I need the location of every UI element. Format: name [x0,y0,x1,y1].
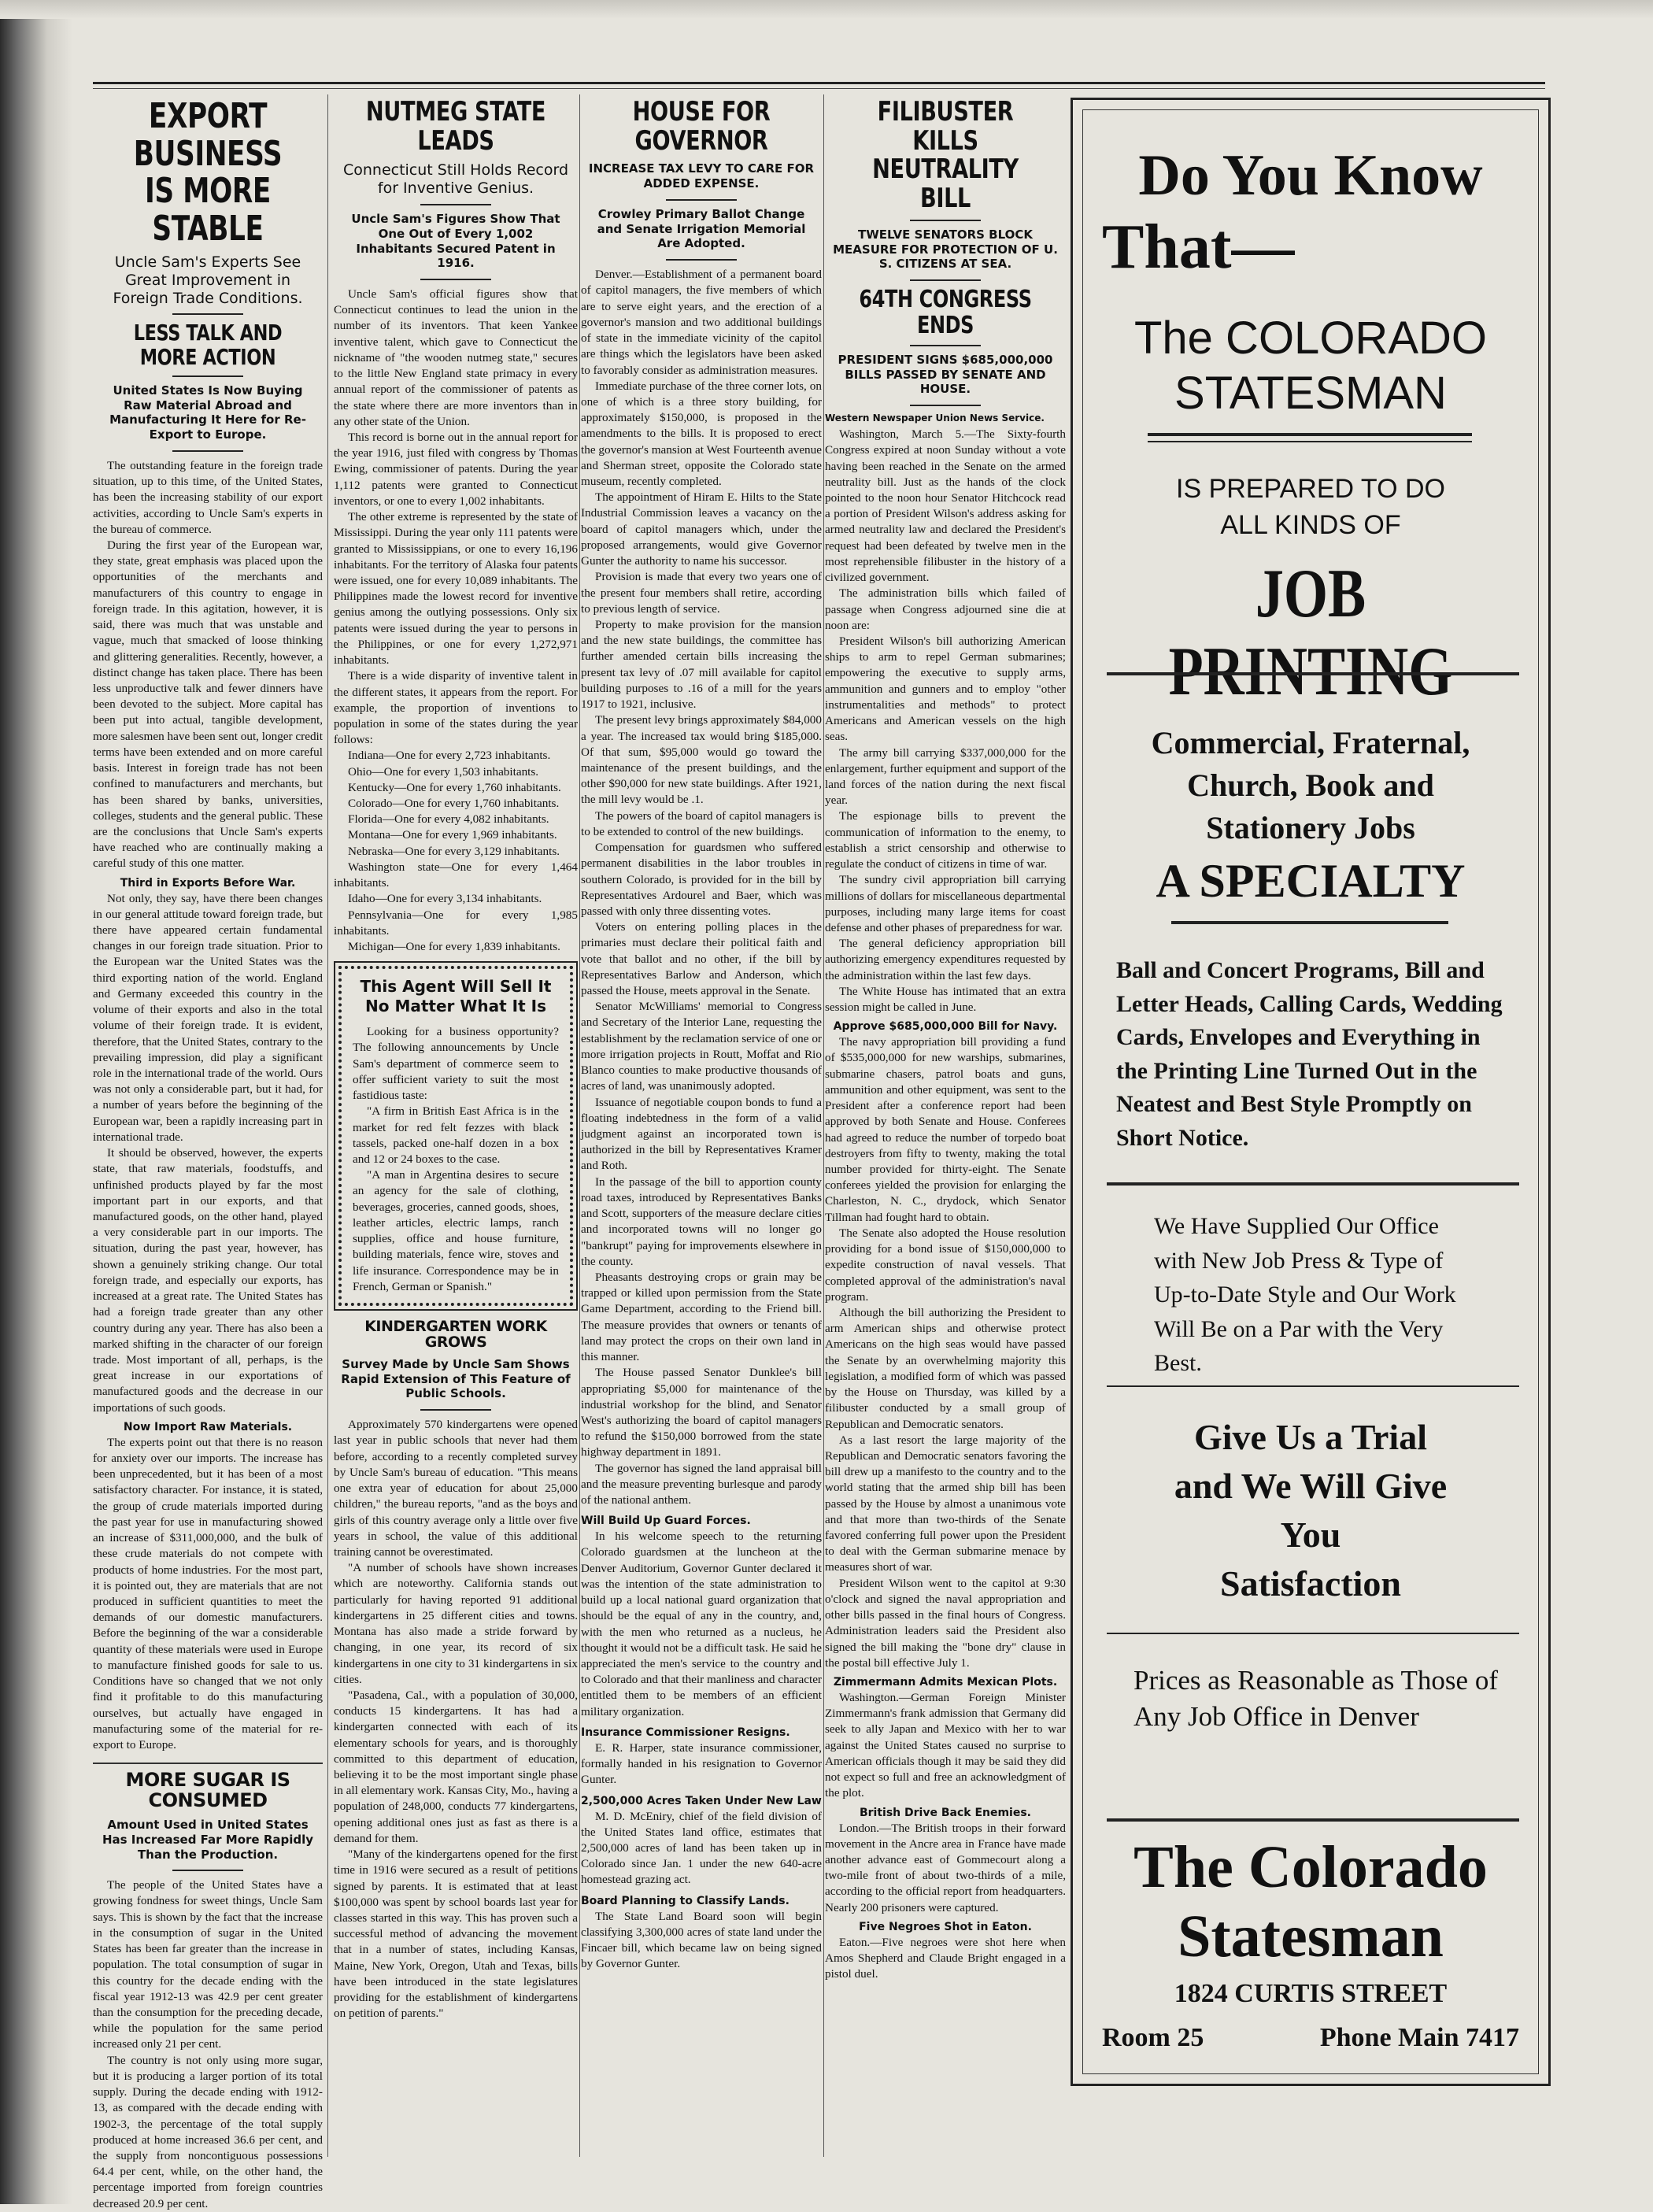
ad-phone: Phone Main 7417 [1319,2023,1519,2052]
article-paragraph: The House passed Senator Dunklee's bill appropriating $5,000 for maintenance of the industrial workshop for the blind, and Senator West's authorizing the board of capitol managers to refund the $150,000 borrowed from the state highway department in 1891. [581,1366,822,1459]
ad-church-book: Church, Book and [1187,768,1434,803]
headline-filibuster: FILIBUSTER KILLS NEUTRALITY BILL [872,96,1019,215]
article-paragraph: The Senate also adopted the House resolution providing for a bond issue of $150,000,000 to expedite construction of naval vessels. That completed approval of the administration's naval program. [825,1226,1066,1304]
deck-twelve-senators: TWELVE SENATORS BLOCK MEASURE FOR PROTECTION OF U. S. CITIZENS AT SEA. [833,227,1058,272]
ad-that: That— [1102,213,1295,282]
article-paragraph: In the passage of the bill to apportion county road taxes, introduced by Representatives Banks and Scott, supporters of the measure declare cities and incorporated towns will no longer go "bankrupt" paying for improvements elsewhere in the county. [581,1174,822,1268]
deck-crowley-primary: Crowley Primary Ballot Change and Senate Irrigation Memorial Are Adopted. [597,206,806,251]
ad-rule [1148,441,1472,442]
article-paragraph: Approximately 570 kindergartens were opened last year in public schools that never had them before, according to a recently completed survey by Uncle Sam's bureau of education. "This means one extra year of education for about 25,000 children," the bureau reports, "and as the boys and girls of this country average only a little over five years in school, the value of this additional training cannot be overestimated. [334,1418,578,1559]
ad-inner-border [1082,109,1539,2074]
article-paragraph: Voters on entering polling places in the primaries must declare their political faith and vote that ballot and no other, if the bill by Representatives Barlow and Anderson, which passed the House, meets approval in the Senate. [581,920,822,998]
divider [172,313,243,315]
headline-less-talk: LESS TALK AND MORE ACTION [133,320,283,370]
article-paragraph: "Pasadena, Cal., with a population of 30,000, conducts 15 kindergartens. It has had a kindergarten connected with each of its elementary schools for years, and is thoroughly committed to this department of education, believing it to be the most important single phase in all elementary work. Kansas City, Mo., having a population of 248,000, conducts 77 kindergartens, opening additional ones just as fast as there is a demand for them. [334,1688,578,1845]
ad-do-you-know: Do You Know [1138,143,1483,208]
article-paragraph: In his welcome speech to the returning Colorado guardsmen at the luncheon at the Denver Auditorium, Governor Gunter declared it was the intention of the state administration to build up a local national guard organization that should be the equal of any in the country, and, with the men who returned as a nucleus, he thought it would not be a difficult task. He said he appreciated the men's service to the country and to Colorado and that their manliness and character entitled them to be members of an efficient military organization. [581,1530,822,1718]
article-paragraph: London.—The British troops in their forward movement in the Ancre area in France have made another advance east of Gommecourt along a two-mile front of about two-thirds of a mile, according to the official report from headquarters. Nearly 200 prisoners were captured. [825,1821,1066,1914]
headline-nutmeg-state: NUTMEG STATE LEADS [365,96,546,157]
article-paragraph: During the first year of the European war, they state, great emphasis was placed upon the opportunities of the merchants and manufacturers of this country to engage in foreign trade. In this agitation, however, it is said, there was much that was unstable and vague, much that smacked of loose thinking and glittering generalities. Recently, however, a distinct change has taken place. There has been less unproductive talk and fewer dinners have been devoted to the subject. More capital has been put into actual, tangible development, more salesmen have been sent out, longer credit terms have been extended and on more careful basis. Interest in foreign trade has not been confined to manufacturers and merchants, but has been shared by banks, universities, colleges, students and the general public. These are the conclusions that Uncle Sam's experts have reached who are continually making a careful study of this one matter. [93,538,323,871]
ad-name-statesman: Statesman [1178,1903,1444,1970]
article-paragraph: The outstanding feature in the foreign trade situation, up to this time, of the United States, has been the increasing stability of our export activities, according to Uncle Sam's experts in the bureau of commerce. [93,458,323,536]
article-paragraph: Senator McWilliams' memorial to Congress and Secretary of the Interior Lane, requesting the establishment by the reclamation service of one or more irrigation projects in Routt, Moffat and Rio Blanco counties to make productive thousands of acres of land, was unanimously adopted. [581,1000,822,1093]
divider [666,199,737,201]
article-paragraph: The sundry civil appropriation bill carrying millions of dollars for miscellaneous departmental purposes, including many large items for coast defense and other phases of preparedness for war. [825,873,1066,934]
ad-commercial: Commercial, Fraternal, [1151,725,1470,760]
ad-rule [1107,1182,1519,1186]
subhead-acres-taken: 2,500,000 Acres Taken Under New Law [581,1794,822,1807]
patent-stat: Michigan—One for every 1,839 inhabitants. [348,940,560,953]
column-house-for-governor [581,94,822,2173]
subhead-navy-bill: Approve $685,000,000 Bill for Navy. [833,1020,1058,1034]
divider [172,1870,243,1871]
headline-more-sugar: MORE SUGAR IS CONSUMED [125,1769,290,1812]
article-paragraph: Uncle Sam's official figures show that Connecticut continues to lead the union in the number of its inventors. That keen Yankee inventive talent, which gave to Connecticut the nickname of "the wooden nutmeg state," secures to the little New England state primacy in every annual report of the commissioner of patents as the state where there are more inventors than in any other state of the Union. [334,287,578,428]
divider [910,345,981,346]
article-paragraph: This record is borne out in the annual report for the year 1916, just filed with congress by Thomas Ewing, commissioner of patents. During the year 1,112 patents were granted to Connecticut inventors, or one to every 1,002 inhabitants. [334,431,578,508]
deck-raw-material: United States Is Now Buying Raw Material Abroad and Manufacturing It Here for Re-Export to Europe. [109,383,306,442]
article-paragraph: Immediate purchase of the three corner lots, on one of which is a three story building, for approximately $150,000, is proposed in the amendments to the bills. It is proposed to erect the governor's mansion at West Fourteenth avenue and Sherman street, opposite the Colorado state museum, recently completed. [581,379,822,489]
masthead-rule-thin [93,88,1545,89]
ad-new-job-press: We Have Supplied Our Office with New Job Press & Type of Up-to-Date Style and Our Work Will Be on a Par with the Very Best. [1154,1213,1456,1376]
agent-paragraph: "A man in Argentina desires to secure an agency for the sale of clothing, beverages, groceries, canned goods, shoes, leather articles, electric lamps, ranch supplies, office and house furniture, building materials, fence wire, stoves and life insurance. Correspondence may be in French, German or Spanish." [353,1168,559,1293]
article-paragraph: Issuance of negotiable coupon bonds to fund a floating indebtedness in the form of a valid judgment against an incorporated town is authorized in the bill by Representatives Kramer and Roth. [581,1095,822,1173]
ad-rule [1148,433,1472,436]
divider [910,405,981,406]
patent-stat: Idaho—One for every 3,134 inhabitants. [348,892,542,906]
article-paragraph: The administration bills which failed of passage when Congress adjourned sine die at noon are: [825,586,1066,632]
ad-job-printing: JOB PRINTING [1168,556,1453,710]
subhead-insurance-commissioner: Insurance Commissioner Resigns. [581,1726,790,1739]
article-paragraph: Not only, they say, have there been changes in our general attitude toward foreign trade, but there have appeared certain fundamental changes in our foreign trade situation. Prior to the European war the United States was the third exporting nation of the world. England and Germany exceeded this country in the volume of their exports and also in the total volume of their foreign trade. It is evident, therefore, that the United States, contrary to the prevailing impression, did play a significant role in the international trade of the world. Ours was not only a considerable part, but it had, for a number of years before the beginning of the European war, been a rapidly increasing part in international trade. [93,891,323,1144]
ad-prepared: IS PREPARED TO DO [1176,474,1445,504]
deck-president-signs: PRESIDENT SIGNS $685,000,000 BILLS PASSED BY SENATE AND HOUSE. [838,352,1053,397]
ad-rule [1107,672,1519,675]
ad-stationery: Stationery Jobs [1206,810,1415,845]
subhead-third-in-exports: Third in Exports Before War. [120,876,296,890]
divider [172,450,243,452]
headline-export-business: EXPORT BUSINESS IS MORE STABLE [133,96,283,249]
article-paragraph: The present levy brings approximately $84,000 a year. The increased tax would bring $185,000. Of that sum, $95,000 would go toward the maintenance of the present buildings, and the other $90,000 for new state buildings. After 1921, the mill levy would be .1. [581,713,822,807]
article-paragraph: The experts point out that there is no reason for anxiety over our imports. The increase has been unprecedented, but it has been of a most satisfactory character. For instance, it is stated, the group of crude materials imported during the past year for use in manufacturing showed an increase of $311,000,000, and the bulk of these crude materials do not compete with products of home industries. For the most part, it is pointed out, they are materials that are not produced in sufficient quantities to meet the demands of our domestic manufacturers. Before the beginning of the war a considerable quantity of these materials were used in Europe to manufacture finished goods for sale to us. Conditions have so changed that we not only find it profitable to do this manufacturing ourselves, but actually have engaged in manufacturing some of the material for re-export to Europe. [93,1435,323,1751]
article-paragraph: Property to make provision for the mansion and the new state buildings, the committee has further amended certain bills increasing the present tax levy of .07 mill available for capitol building purposes to .16 of a mill for the years 1917 to 1921, inclusive. [581,618,822,712]
article-paragraph: Denver.—Establishment of a permanent board of capitol managers, the five members of which are to serve eight years, and the erection of a governor's mansion and two additional buildings of state in the immediate vicinity of the capitol are things which the legislators have been asked to favorably consider as administration measures. [581,268,822,377]
divider [172,375,243,377]
divider [420,279,491,280]
deck-tax-levy: INCREASE TAX LEVY TO CARE FOR ADDED EXPENSE. [588,161,815,191]
article-paragraph: Compensation for guardsmen who suffered permanent disabilities in the labor troubles in southern Colorado, is provided for in the bill by Representatives Ardourel and Baer, which was passed with only three dissenting votes. [581,841,822,918]
patent-stat: Colorado—One for every 1,760 inhabitants. [348,797,560,811]
ad-room: Room 25 [1102,2023,1204,2052]
article-paragraph: The general deficiency appropriation bill authorizing emergency expenditures requested by the administration within the last few days. [825,937,1066,982]
column-rule [327,94,328,2157]
article-paragraph: "Many of the kindergartens opened for the first time in 1916 were secured as a result of petitions signed by parents. It is estimated that at least $100,000 was spent by school boards last year for classes started in this way. This has proven such a successful method of advancing the movement that in a number of states, including Kansas, Maine, New York, Oregon, Utah and Texas, bills have been introduced in the state legislatures providing for the establishment of kindergartens on petition of parents." [334,1848,578,2021]
job-printing-advertisement [1071,98,1551,2086]
ad-address: 1824 CURTIS STREET [1174,1979,1448,2008]
section-divider [93,1763,323,1764]
article-paragraph: "A number of schools have shown increases which are noteworthy. California stands out particularly for having reported 91 additional kindergartens in 25 different cities and towns. Montana has also made a stride forward by changing, in one year, its record of six kindergartens in one city to 31 kindergartens in six cities. [334,1561,578,1686]
patent-stat: Indiana—One for every 2,723 inhabitants. [348,749,551,763]
article-paragraph: The army bill carrying $337,000,000 for the enlargement, further equipment and support of the land forces of the nation during the next fiscal year. [825,745,1066,808]
article-paragraph: The governor has signed the land appraisal bill and the measure preventing burlesque and parody of the national anthem. [581,1461,822,1507]
divider [910,279,981,281]
article-paragraph: The country is not only using more sugar, but it is producing a larger portion of its total supply. During the decade ending with 1912-13, as compared with the decade ending with 1902-3, the percentage of the total supply produced at home increased 36.6 per cent, and the supply from noncontiguous possessions 64.4 per cent, while, on the other hand, the percentage imported from foreign countries decreased 20.9 per cent. [93,2053,323,2210]
article-paragraph: Although the bill authorizing the President to arm American ships and otherwise protect Americans on the high seas would have passed the Senate by an overwhelming majority this legislation, a modified form of which was passed by the House on Thursday, was killed by a filibuster conducted by a small group of Republican and Democratic senators. [825,1305,1066,1431]
subhead-eaton: Five Negroes Shot in Eaton. [859,1920,1032,1933]
ad-prices: Prices as Reasonable as Those of Any Job Office in Denver [1133,1665,1498,1732]
ad-rule [1107,1633,1519,1634]
headline-house-for-governor: HOUSE FOR GOVERNOR [632,96,771,157]
ad-you: You [1280,1515,1341,1555]
deck-connecticut: Connecticut Still Holds Record for Inventive Genius. [342,161,569,198]
article-paragraph: As a last resort the large majority of the Republican and Democratic senators favoring the bill drew up a manifesto to the country and to the world stating that the armed ship bill has been passed by the House by almost a unanimous vote and that more than two-thirds of the Senate favored conferring full power upon the President to deal with the German submarine menace by measures short of war. [825,1433,1066,1574]
deck-kindergarten: Survey Made by Uncle Sam Shows Rapid Extension of This Feature of Public Schools. [341,1356,571,1401]
article-paragraph: Washington, March 5.—The Sixty-fourth Congress expired at noon Sunday without a vote having been reached in the Senate on the armed neutrality bill. Just as the hands of the clock pointed to the noon hour Senator Hitchcock read a portion of President Wilson's address asking for armed neutrality law and declared the President's request had been defeated by twelve men in the most reprehensible filibuster in the history of a civilized government. [825,427,1066,585]
subhead-guard-forces: Will Build Up Guard Forces. [581,1515,751,1528]
column-filibuster [825,94,1066,2173]
article-paragraph: There is a wide disparity of inventive talent in the different states, it appears from the report. For example, the proportion of inventions to population in some of the states during the year follows: [334,669,578,747]
divider [420,204,491,205]
article-paragraph: Provision is made that every two years one of the present four members shall retire, according to previous length of service. [581,570,822,616]
deck-patent-figures: Uncle Sam's Figures Show That One Out of Every 1,002 Inhabitants Secured Patent in 1916. [351,212,560,271]
divider [666,259,737,261]
column-rule [823,94,824,2157]
news-service-credit: Western Newspaper Union News Service. [825,412,1045,424]
article-paragraph: Eaton.—Five negroes were shot here when Amos Shepherd and Claude Bright engaged in a pistol duel. [825,1935,1066,1981]
patent-stat: Montana—One for every 1,969 inhabitants. [348,828,557,842]
article-paragraph: The appointment of Hiram E. Hilts to the State Industrial Commission leaves a vacancy on the board of capitol managers which, under the proposed arrangements, would give Governor Gunter the authority to name his successor. [581,490,822,568]
column-nutmeg-state [334,94,578,2173]
divider [910,220,981,221]
ad-statesman: STATESMAN [1174,368,1447,419]
scan-top-shade [0,0,1653,19]
article-paragraph: The White House has intimated that an extra session might be called in June. [825,984,1066,1015]
scan-edge [0,0,72,2204]
article-paragraph: The other extreme is represented by the state of Mississippi. During the year only 111 patents were granted to Mississippians, or one to every 16,196 inhabitants. For the territory of Alaska four patents were issued, one for every 10,089 inhabitants. The Philippines made the lowest record for inventive genius among the outlying possessions. Only six patents were issued during the year to persons in the Philippines, or one for every 1,272,971 inhabitants. [334,510,578,668]
article-paragraph: The people of the United States have a growing fondness for sweet things, Uncle Sam says. This is shown by the fact that the increase in the consumption of sugar in the United States has been far greater than the increase in population. The total consumption of sugar in this country for the decade ending with the fiscal year 1912-13 was 42.9 per cent greater than the consumption for the preceding decade, while the population for the same period increased only 21 per cent. [93,1878,323,2051]
ad-rule [1107,1385,1519,1387]
ad-programs-list: Ball and Concert Programs, Bill and Letter Heads, Calling Cards, Wedding Cards, Envelopes and Everything in the Printing Line Turned Out in the Neatest and Best Style Promptly on Short Notice. [1116,957,1503,1151]
agent-paragraph: "A firm in British East Africa is in the market for red felt fezzes with black tassels, packed one-half dozen in a box and 12 or 24 boxes to the case. [353,1104,559,1166]
column-rule [579,94,580,2157]
divider [420,1409,491,1411]
article-paragraph: The State Land Board soon will begin classifying 3,300,000 acres of state land under the Fincaer bill, which became law on being signed by Governor Gunter. [581,1909,822,1971]
article-paragraph: President Wilson went to the capitol at 9:30 o'clock and signed the naval appropriation and other bills passed in the final hours of Congress. Administration leaders said the President also signed the bill making the "bone dry" clause in the postal bill effective July 1. [825,1576,1066,1670]
ad-rule [1171,921,1448,924]
patent-stat: Nebraska—One for every 3,129 inhabitants. [348,844,560,858]
article-paragraph: E. R. Harper, state insurance commissioner, formally handed in his resignation to Governor Gunter. [581,1740,822,1787]
patent-stat: Ohio—One for every 1,503 inhabitants. [348,764,539,779]
article-paragraph: Washington.—German Foreign Minister Zimmermann's frank admission that Germany did seek to ally Japan and Mexico with her to war against the United States caused no surprise to American officials though it may be said they did not expect so full and free an acknowledgment of the plot. [825,1691,1066,1800]
ad-name-the-colorado: The Colorado [1133,1834,1488,1900]
agent-headline: This Agent Will Sell It No Matter What It Is [360,977,552,1016]
ad-a-specialty: A SPECIALTY [1156,855,1466,907]
subhead-classify-lands: Board Planning to Classify Lands. [581,1894,790,1907]
deck-export-business: Uncle Sam's Experts See Great Improvement in Foreign Trade Conditions. [113,253,303,307]
ad-satisfaction: Satisfaction [1220,1563,1401,1604]
patent-stat: Washington state—One for every 1,464 inhabitants. [334,860,578,890]
article-paragraph: President Wilson's bill authorizing American ships to arm to repel German submarines; empowering the executive to supply arms, ammunition and gunners and to employ "other instrumentalities and methods" to protect Americans and American vessels on the high seas. [825,634,1066,744]
agent-paragraph: Looking for a business opportunity? The following announcements by Uncle Sam's department of commerce seem to offer sufficient variety to suit the most fastidious taste: [353,1025,559,1103]
ad-all-kinds: ALL KINDS OF [1220,510,1401,540]
subhead-import-raw-materials: Now Import Raw Materials. [123,1420,293,1433]
article-paragraph: The navy appropriation bill providing a fund of $535,000,000 for new warships, submarines, submarine chasers, patrol boats and guns, ammunition and other equipment, was sent to the President after a conference report had been approved by both Senate and House. Conferees had agreed to reduce the number of torpedo boat destroyers from fifty to twenty, making the total number provided for thirty-eight. The Senate conferees yielded the provision for enlarging the Charleston, N. C., drydock, which Senator Tillman had fought hard to obtain. [825,1035,1066,1224]
deck-more-sugar: Amount Used in United States Has Increased Far More Rapidly Than the Production. [102,1818,314,1862]
ad-we-will-give: and We Will Give [1174,1466,1448,1506]
headline-kindergarten: KINDERGARTEN WORK GROWS [364,1317,547,1352]
article-paragraph: The espionage bills to prevent the communication of information to the enemy, to establish a strict censorship and otherwise to regulate the conduct of citizens in time of war. [825,809,1066,871]
masthead-rule [93,82,1545,84]
article-paragraph: M. D. McEniry, chief of the field division of the United States land office, estimates that 2,500,000 acres of land has been taken up in Colorado since Jan. 1 under the new 640-acre homestead grazing act. [581,1809,822,1887]
column-export-business [93,94,323,2210]
subhead-zimmermann: Zimmermann Admits Mexican Plots. [833,1676,1058,1689]
headline-64th-congress: 64TH CONGRESS ENDS [859,286,1032,339]
article-paragraph: Pheasants destroying crops or grain may be trapped or killed upon permission from the State Game Department, according to the Friend bill. The measure provides that owners or tenants of land may protect the crops on their own land in this manner. [581,1270,822,1364]
patent-stat: Pennsylvania—One for every 1,985 inhabitants. [334,908,578,938]
article-paragraph: It should be observed, however, the experts state, that raw materials, foodstuffs, and unfinished products played by far the most important part in our exports, and that manufactured goods, on the other hand, played a very considerable part in our imports. The situation, during the past year, however, has shown a genuinely striking change. Our total foreign trade, and especially our exports, has increased at a great rate. The United States has had a foreign trade greater than any other country during any year. There has also been a marked shifting in the character of our foreign trade. Most important of all, perhaps, is the great increase in our exportations of manufactured goods and the decrease in our importations of such goods. [93,1146,323,1415]
ad-give-trial: Give Us a Trial [1193,1417,1427,1457]
patent-stat: Florida—One for every 4,082 inhabitants. [348,812,549,827]
ad-the-colorado: The COLORADO [1134,313,1487,364]
article-paragraph: The powers of the board of capitol managers is to be extended to control of the new buildings. [581,808,822,838]
ad-rule [1107,1818,1519,1822]
subhead-british-drive: British Drive Back Enemies. [859,1806,1032,1819]
patent-stat: Kentucky—One for every 1,760 inhabitants. [348,780,561,794]
agent-sidebar-box [338,966,573,1306]
